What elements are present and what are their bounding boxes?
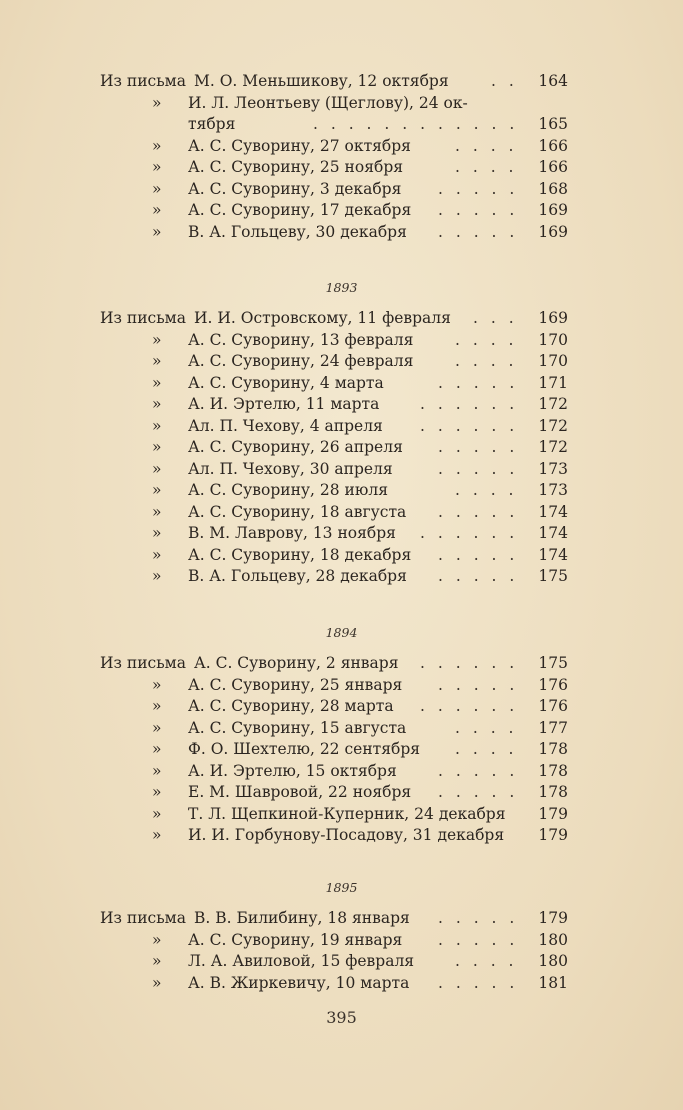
ditto-mark: » <box>152 826 162 844</box>
entry-text: Е. М. Шавровой, 22 ноября <box>188 783 412 801</box>
toc-entry <box>100 394 568 416</box>
page-ref: 180 <box>538 952 568 970</box>
ditto-mark: » <box>152 804 162 823</box>
ditto-mark: » <box>152 930 162 949</box>
page-ref: 172 <box>538 416 568 435</box>
ditto-mark: » <box>152 952 162 970</box>
page-ref: 175 <box>538 654 568 672</box>
entry-text: В. В. Билибину, 18 января <box>194 909 410 927</box>
ditto-mark: » <box>152 459 162 478</box>
dot-leader: . . . . <box>455 136 518 155</box>
page-ref: 164 <box>538 72 568 90</box>
dot-leader: . . . <box>473 309 518 327</box>
toc-section <box>100 908 568 994</box>
ditto-mark: » <box>152 330 162 349</box>
ditto-mark: » <box>152 740 162 758</box>
dot-leader: . . . . . <box>438 201 519 219</box>
entry-text: В. А. Гольцеву, 30 декабря <box>188 222 407 241</box>
entry-text: А. В. Жиркевичу, 10 марта <box>188 973 410 992</box>
entry-prefix: Из письма <box>100 909 186 927</box>
page-number: 395 <box>326 1008 357 1027</box>
page-ref: 178 <box>538 783 568 801</box>
entry-text: А. С. Суворину, 24 февраля <box>188 352 414 370</box>
page-ref: 176 <box>538 697 568 715</box>
toc-entry <box>100 545 568 567</box>
entry-prefix: Из письма <box>100 72 186 90</box>
page-ref: 173 <box>538 459 568 478</box>
dot-leader: . . . . . <box>438 502 519 521</box>
entry-text: А. С. Суворину, 25 января <box>188 675 403 694</box>
dot-leader: . . . . . <box>438 438 519 456</box>
ditto-mark: » <box>152 201 162 219</box>
page-ref: 166 <box>538 158 568 176</box>
ditto-mark: » <box>152 158 162 176</box>
page-ref: 172 <box>538 395 568 413</box>
toc-entry <box>100 782 568 804</box>
page-ref: 176 <box>538 675 568 694</box>
entry-text: Т. Л. Щепкиной-Куперник, 24 декабря <box>188 804 506 823</box>
dot-leader: . . . . . <box>438 373 519 392</box>
page-ref: 175 <box>538 567 568 585</box>
entry-text: А. С. Суворину, 13 февраля <box>188 330 414 349</box>
page-ref: 172 <box>538 438 568 456</box>
ditto-mark: » <box>152 502 162 521</box>
dot-leader: . . . . . . <box>420 697 519 715</box>
year-heading: 1895 <box>325 880 358 895</box>
entry-prefix: Из письма <box>100 309 186 327</box>
toc-entry <box>100 566 568 588</box>
dot-leader: . . . . . <box>438 761 519 780</box>
toc-entry <box>100 200 568 222</box>
entry-text: А. С. Суворину, 2 января <box>194 654 399 672</box>
page-ref: 181 <box>538 973 568 992</box>
ditto-mark: » <box>152 697 162 715</box>
dot-leader: . . . . <box>455 952 518 970</box>
ditto-mark: » <box>152 718 162 737</box>
ditto-mark: » <box>152 416 162 435</box>
toc-entry <box>100 459 568 481</box>
page-ref: 173 <box>538 481 568 499</box>
toc-entry <box>100 308 568 330</box>
toc-entry <box>100 222 568 244</box>
page-ref: 170 <box>538 352 568 370</box>
page-ref: 169 <box>538 201 568 219</box>
toc-entry <box>100 136 568 158</box>
ditto-mark: » <box>152 524 162 542</box>
dot-leader: . . . . . <box>438 545 519 564</box>
dot-leader: . . . . <box>455 352 518 370</box>
entry-text: В. М. Лаврову, 13 ноября <box>188 524 396 542</box>
toc-entry <box>100 930 568 952</box>
page-ref: 178 <box>538 740 568 758</box>
toc-entry <box>100 718 568 740</box>
toc-entry <box>100 739 568 761</box>
entry-text: А. С. Суворину, 18 августа <box>188 502 407 521</box>
entry-text: В. А. Гольцеву, 28 декабря <box>188 567 407 585</box>
entry-text: Ал. П. Чехову, 30 апреля <box>188 459 393 478</box>
page-ref: 178 <box>538 761 568 780</box>
dot-leader: . . . . . <box>438 973 519 992</box>
entry-text: Ал. П. Чехову, 4 апреля <box>188 416 383 435</box>
ditto-mark: » <box>152 395 162 413</box>
dot-leader: . . . . <box>455 481 518 499</box>
entry-text: А. С. Суворину, 25 ноября <box>188 158 404 176</box>
page-ref: 166 <box>538 136 568 155</box>
toc-entry <box>100 179 568 201</box>
toc-entry <box>100 351 568 373</box>
entry-text: А. И. Эртелю, 15 октября <box>188 761 397 780</box>
dot-leader: . . . . . <box>438 783 519 801</box>
entry-text: А. С. Суворину, 26 апреля <box>188 438 403 456</box>
toc-entry <box>100 437 568 459</box>
toc-entry <box>100 675 568 697</box>
page-ref: 177 <box>538 718 568 737</box>
entry-text: Л. А. Авиловой, 15 февраля <box>188 952 415 970</box>
toc-entry <box>100 761 568 783</box>
toc-section <box>100 71 568 243</box>
entry-text: А. С. Суворину, 3 декабря <box>188 179 402 198</box>
ditto-mark: » <box>152 481 162 499</box>
ditto-mark: » <box>152 973 162 992</box>
ditto-mark: » <box>152 352 162 370</box>
toc-entry <box>100 416 568 438</box>
entry-text: тября <box>188 115 236 133</box>
ditto-mark: » <box>152 93 162 112</box>
ditto-mark: » <box>152 675 162 694</box>
entry-text: А. С. Суворину, 17 декабря <box>188 201 412 219</box>
page-ref: 171 <box>538 373 568 392</box>
toc-entry <box>100 653 568 675</box>
dot-leader: . . . . <box>455 330 518 349</box>
entry-prefix: Из письма <box>100 654 186 672</box>
toc-entry <box>100 523 568 545</box>
page-ref: 169 <box>538 309 568 327</box>
page-ref: 179 <box>538 909 568 927</box>
page-ref: 165 <box>538 115 568 133</box>
toc-entry <box>100 696 568 718</box>
page-ref: 174 <box>538 524 568 542</box>
dot-leader: . . . . <box>455 718 518 737</box>
dot-leader: . . <box>491 72 518 90</box>
page-ref: 169 <box>538 222 568 241</box>
page-ref: 174 <box>538 545 568 564</box>
toc-entry <box>100 373 568 395</box>
toc-entry <box>100 114 568 136</box>
toc-entry <box>100 71 568 93</box>
ditto-mark: » <box>152 567 162 585</box>
dot-leader: . . . . . <box>438 222 519 241</box>
page-ref: 168 <box>538 179 568 198</box>
dot-leader: . . . . . . <box>420 524 519 542</box>
ditto-mark: » <box>152 136 162 155</box>
ditto-mark: » <box>152 179 162 198</box>
toc-entry <box>100 825 568 847</box>
entry-text: И. И. Островскому, 11 февраля <box>194 309 451 327</box>
dot-leader: . . . . . . <box>420 395 519 413</box>
dot-leader: . . . . . <box>438 909 519 927</box>
toc-entry <box>100 908 568 930</box>
ditto-mark: » <box>152 373 162 392</box>
toc-entry <box>100 93 568 115</box>
dot-leader: . . . . . . <box>420 416 519 435</box>
toc-entry <box>100 330 568 352</box>
entry-text: А. И. Эртелю, 11 марта <box>188 395 380 413</box>
entry-text: А. С. Суворину, 28 июля <box>188 481 389 499</box>
page-ref: 179 <box>538 804 568 823</box>
toc-section <box>100 308 568 588</box>
toc-section <box>100 653 568 847</box>
dot-leader: . . . . . <box>438 930 519 949</box>
page-ref: 170 <box>538 330 568 349</box>
ditto-mark: » <box>152 222 162 241</box>
entry-text: А. С. Суворину, 27 октября <box>188 136 411 155</box>
toc-entry <box>100 480 568 502</box>
entry-text: А. С. Суворину, 4 марта <box>188 373 384 392</box>
ditto-mark: » <box>152 761 162 780</box>
dot-leader: . . . . . <box>438 567 519 585</box>
dot-leader: . . . . . <box>438 459 519 478</box>
entry-text: И. И. Горбунову-Посадову, 31 декабря <box>188 826 505 844</box>
toc-entry <box>100 502 568 524</box>
toc-entry <box>100 951 568 973</box>
entry-text: А. С. Суворину, 19 января <box>188 930 403 949</box>
dot-leader: . . . . . <box>438 179 519 198</box>
toc-entry <box>100 157 568 179</box>
entry-text: М. О. Меньшикову, 12 октября <box>194 72 449 90</box>
toc-entry <box>100 973 568 995</box>
dot-leader: . . . . . <box>438 675 519 694</box>
ditto-mark: » <box>152 783 162 801</box>
entry-text: А. С. Суворину, 18 декабря <box>188 545 412 564</box>
page-ref: 179 <box>538 826 568 844</box>
entry-text: А. С. Суворину, 28 марта <box>188 697 394 715</box>
entry-text: А. С. Суворину, 15 августа <box>188 718 407 737</box>
year-heading: 1893 <box>325 280 358 295</box>
dot-leader: . . . . . . <box>420 654 519 672</box>
page-ref: 180 <box>538 930 568 949</box>
ditto-mark: » <box>152 545 162 564</box>
dot-leader: . . . . <box>455 740 518 758</box>
toc-entry <box>100 804 568 826</box>
entry-text: Ф. О. Шехтелю, 22 сентября <box>188 740 421 758</box>
dot-leader: . . . . . . . . . . . . <box>313 115 519 133</box>
page-ref: 174 <box>538 502 568 521</box>
entry-text: И. Л. Леонтьеву (Щеглову), 24 ок- <box>188 93 468 112</box>
year-heading: 1894 <box>325 625 358 640</box>
dot-leader: . . . . <box>455 158 518 176</box>
ditto-mark: » <box>152 438 162 456</box>
